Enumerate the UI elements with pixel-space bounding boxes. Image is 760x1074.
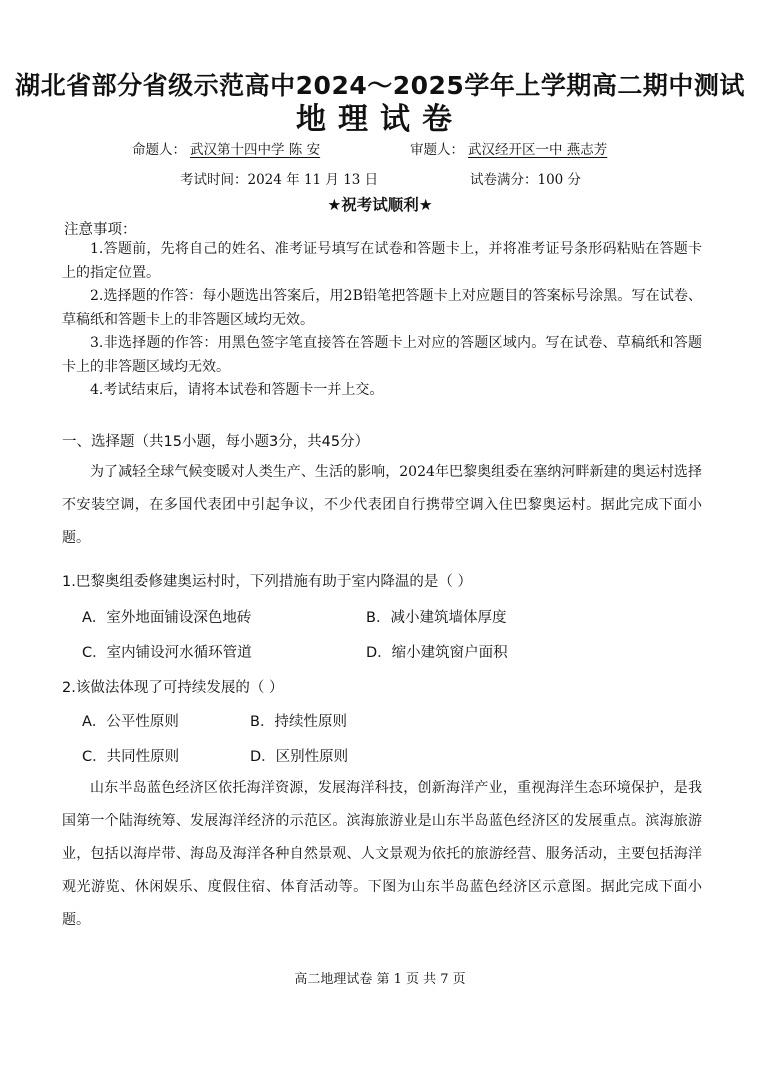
- notice-item: 2.选择题的作答：每小题选出答案后，用2B铅笔把答题卡上对应题目的答案标号涂黑。写在试卷、草稿纸和答题卡上的非答题区域均无效。: [62, 288, 702, 328]
- q1-option-b: B．减小建筑墙体厚度: [366, 610, 507, 626]
- section-heading: 一、选择题（共15小题，每小题3分，共45分）: [62, 434, 370, 450]
- passage-1-text: 为了减轻全球气候变暖对人类生产、生活的影响，2024年巴黎奥组委在塞纳河畔新建的奥运村选择不安装空调，在多国代表团中引起争议，不少代表团自行携带空调入住巴黎奥运村。据此完成下面小题。: [62, 464, 702, 546]
- full-score: 试卷满分：100 分: [470, 172, 582, 188]
- passage-2: [62, 772, 702, 937]
- q1-option-d: D．缩小建筑窗户面积: [366, 645, 508, 661]
- setter-name: 武汉第十四中学 陈 安: [190, 142, 321, 158]
- question-1-stem: 1.巴黎奥组委修建奥运村时，下列措施有助于室内降温的是（ ）: [62, 574, 472, 590]
- notice-item: 4.考试结束后，请将本试卷和答题卡一并上交。: [90, 382, 384, 398]
- setter-label: 命题人：: [132, 142, 186, 158]
- passage-2-text: 山东半岛蓝色经济区依托海洋资源，发展海洋科技，创新海洋产业，重视海洋生态环境保护，是我国第一个陆海统筹、发展海洋经济的示范区。滨海旅游业是山东半岛蓝色经济区的发展重点。滨海旅游业，包括以海岸带、海岛及海洋各种自然景观、人文景观为依托的旅游经营、服务活动，主要包括海洋观光游览、休闲娱乐、度假住宿、体育活动等。下图为山东半岛蓝色经济区示意图。据此完成下面小题。: [62, 780, 702, 928]
- q2-option-b: B．持续性原则: [250, 714, 347, 730]
- passage-1: [62, 456, 702, 555]
- q1-option-a: A．室外地面铺设深色地砖: [82, 610, 252, 626]
- q2-option-d: D．区别性原则: [250, 749, 349, 765]
- page-footer: 高二地理试卷 第 1 页 共 7 页: [294, 972, 466, 987]
- notice-heading: 注意事项：: [64, 222, 137, 238]
- exam-subject-title: 地理试卷: [296, 102, 464, 137]
- q2-option-a: A．公平性原则: [82, 714, 179, 730]
- exam-time: 考试时间：2024 年 11 月 13 日: [180, 172, 379, 188]
- notice-item: 1.答题前，先将自己的姓名、准考证号填写在试卷和答题卡上，并将准考证号条形码粘贴在答题卡上的指定位置。: [62, 241, 702, 281]
- q2-option-c: C．共同性原则: [82, 749, 180, 765]
- question-2-stem: 2.该做法体现了可持续发展的（ ）: [62, 680, 284, 696]
- notice-list: [62, 238, 702, 403]
- notice-item: 3.非选择题的作答：用黑色签字笔直接答在答题卡上对应的答题区域内。写在试卷、草稿纸和答题卡上的非答题区域均无效。: [62, 335, 702, 375]
- reviewer-label: 审题人：: [410, 142, 464, 158]
- reviewer-line: [410, 138, 611, 158]
- setter-line: [132, 138, 324, 158]
- exam-title: 湖北省部分省级示范高中2024～2025学年上学期高二期中测试: [15, 71, 745, 100]
- good-luck-wish: ★祝考试顺利★: [327, 196, 433, 214]
- q1-option-c: C．室内铺设河水循环管道: [82, 645, 252, 661]
- reviewer-name: 武汉经开区一中 燕志芳: [468, 142, 608, 158]
